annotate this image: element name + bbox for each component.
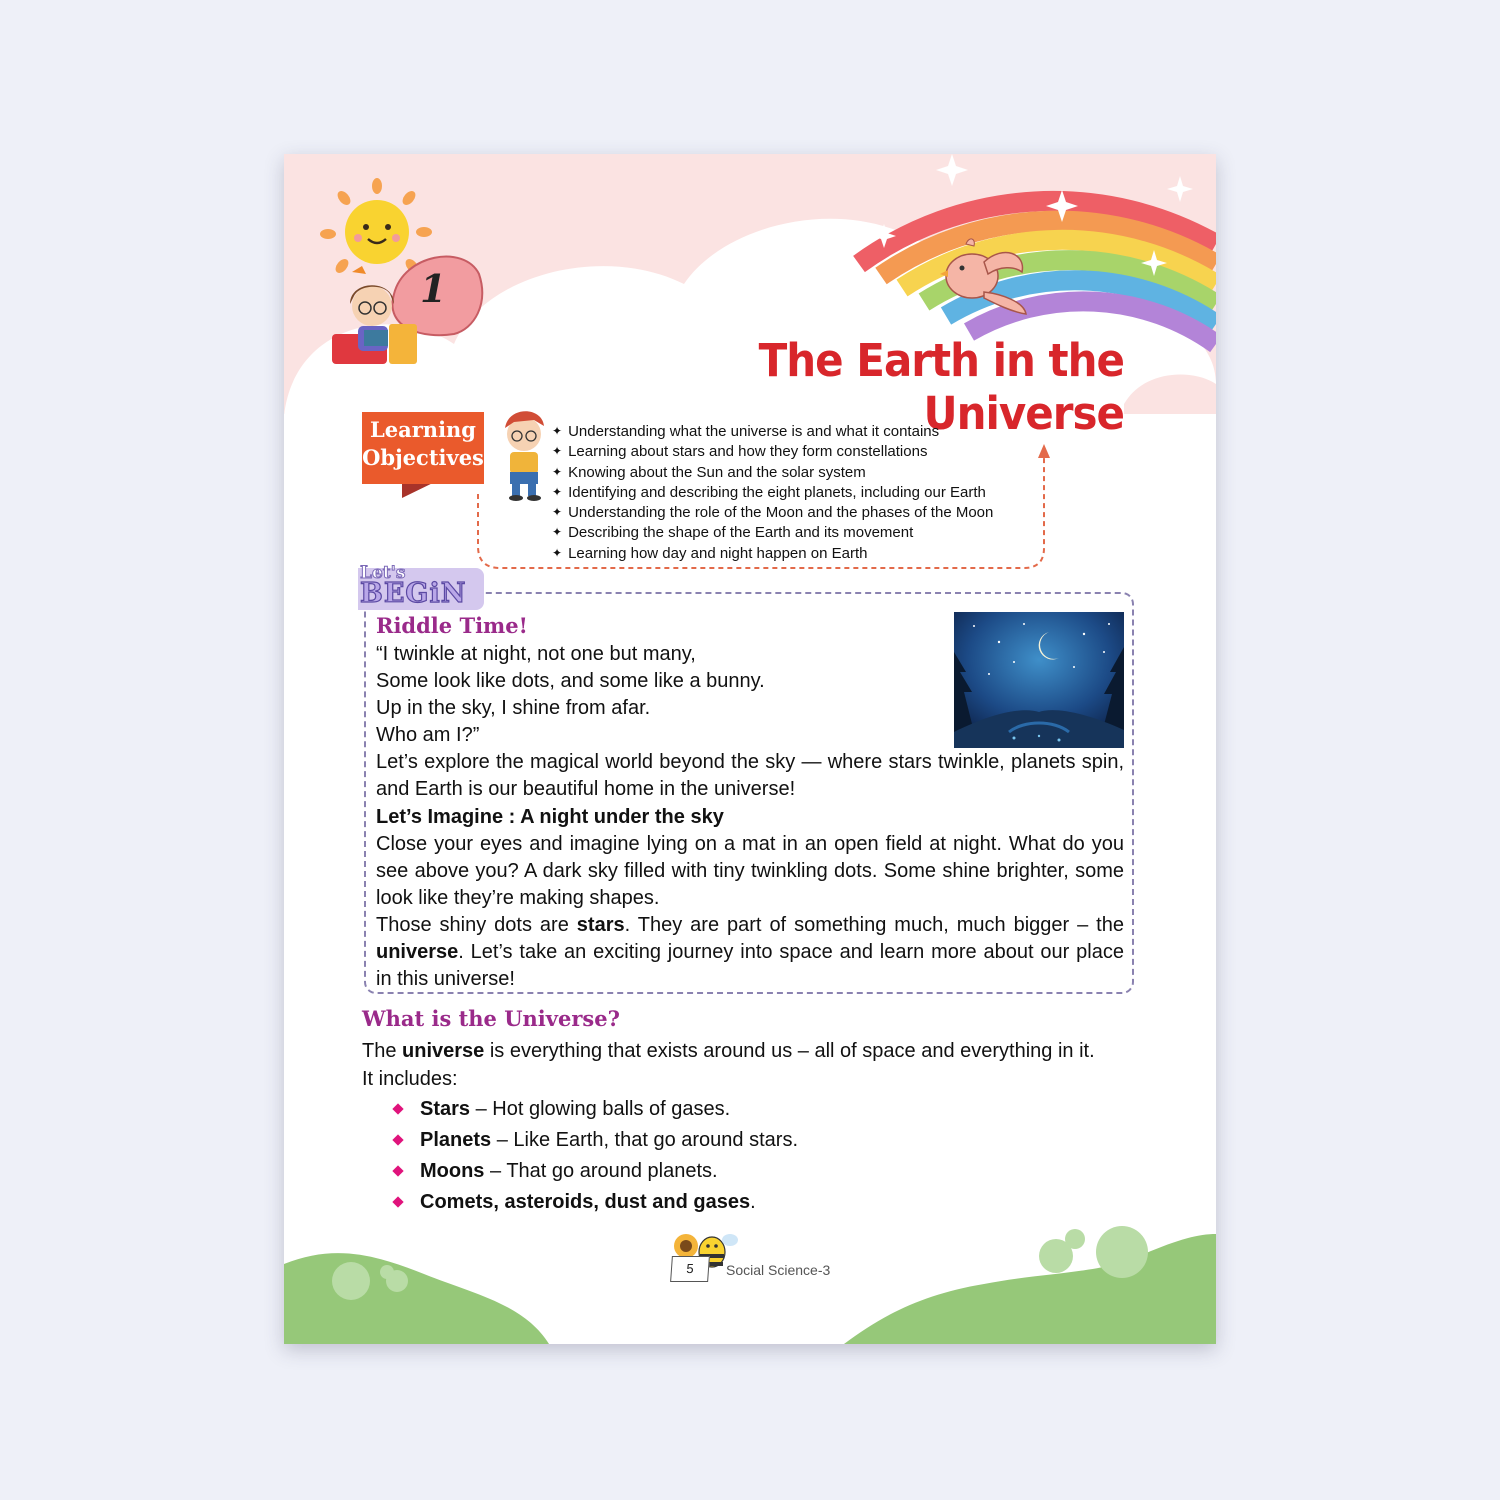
universe-intro-text-2: is everything that exists around us – all of space and everything in it. <box>484 1040 1095 1062</box>
book-title-footer: Social Science-3 <box>726 1262 831 1278</box>
list-item <box>394 1156 798 1187</box>
riddle-line: Up in the sky, I shine from afar. <box>376 697 651 719</box>
riddle-line: Who am I?” <box>376 724 480 746</box>
item-desc: . <box>750 1191 756 1213</box>
item-term: Moons <box>420 1160 485 1182</box>
universe-intro-text-1: The <box>362 1040 403 1062</box>
item-term: Comets, asteroids, dust and gases <box>420 1191 751 1213</box>
universe-includes: It includes: <box>362 1068 458 1090</box>
learning-objectives-badge <box>362 412 484 484</box>
item-desc: – That go around planets. <box>484 1160 718 1182</box>
list-item <box>394 1094 798 1125</box>
objective-item: ✦ Understanding what the universe is and what it contains <box>552 422 993 442</box>
objective-item: ✦ Learning how day and night happen on Earth <box>552 544 993 564</box>
universe-intro <box>362 1037 1095 1065</box>
textbook-page <box>284 154 1216 1344</box>
item-term: Planets <box>420 1129 492 1151</box>
riddle-heading: Riddle Time! <box>376 613 528 638</box>
objective-item: ✦ Understanding the role of the Moon and the phases of the Moon <box>552 503 993 523</box>
badge-line-2: Objectives <box>362 445 484 470</box>
diamond-bullet-icon <box>392 1165 403 1176</box>
stars-paragraph <box>376 912 1124 993</box>
imagine-paragraph: Close your eyes and imagine lying on a mat in an open field at night. What do you see above you? A dark sky filled with tiny twinkling dots. Some shine brighter, some look like they’re making shapes. <box>376 833 1124 909</box>
lets-begin-small-label: Let's <box>360 563 406 583</box>
diamond-bullet-icon <box>392 1134 403 1145</box>
universe-heading: What is the Universe? <box>362 1006 620 1031</box>
item-desc: – Hot glowing balls of gases. <box>470 1098 731 1120</box>
explore-paragraph: Let’s explore the magical world beyond the sky — where stars twinkle, planets spin, and Earth is our beautiful home in the universe! <box>376 751 1124 800</box>
riddle-line: “I twinkle at night, not one but many, <box>376 643 696 665</box>
learning-objectives-list <box>552 422 993 564</box>
objective-item: ✦ Learning about stars and how they form constellations <box>552 442 993 462</box>
lets-begin-big-label: BEGiN <box>360 578 467 609</box>
universe-bold: universe <box>376 941 459 963</box>
objective-item: ✦ Identifying and describing the eight planets, including our Earth <box>552 483 993 503</box>
objective-item: ✦ Describing the shape of the Earth and its movement <box>552 523 993 543</box>
objective-item: ✦ Knowing about the Sun and the solar system <box>552 463 993 483</box>
diamond-bullet-icon <box>392 1103 403 1114</box>
stars-text-3: . Let’s take an exciting journey into space and learn more about our place in this universe! <box>376 941 1124 990</box>
badge-line-1: Learning <box>370 417 476 442</box>
stars-text-1: Those shiny dots are <box>376 914 577 936</box>
riddle-line: Some look like dots, and some like a bunny. <box>376 670 765 692</box>
boy-art <box>505 411 544 501</box>
universe-intro-bold: universe <box>402 1040 485 1062</box>
stars-bold: stars <box>576 914 625 936</box>
item-term: Stars <box>420 1098 471 1120</box>
imagine-heading: Let’s Imagine : A night under the sky <box>376 806 724 828</box>
chapter-number: 1 <box>420 266 447 311</box>
universe-items-list <box>394 1094 798 1218</box>
item-desc: – Like Earth, that go around stars. <box>491 1129 799 1151</box>
page-number: 5 <box>670 1256 710 1282</box>
list-item <box>394 1187 798 1218</box>
chapter-title: The Earth in the Universe <box>758 334 1124 440</box>
list-item <box>394 1125 798 1156</box>
diamond-bullet-icon <box>392 1196 403 1207</box>
stars-text-2: . They are part of something much, much bigger – the <box>624 914 1124 936</box>
